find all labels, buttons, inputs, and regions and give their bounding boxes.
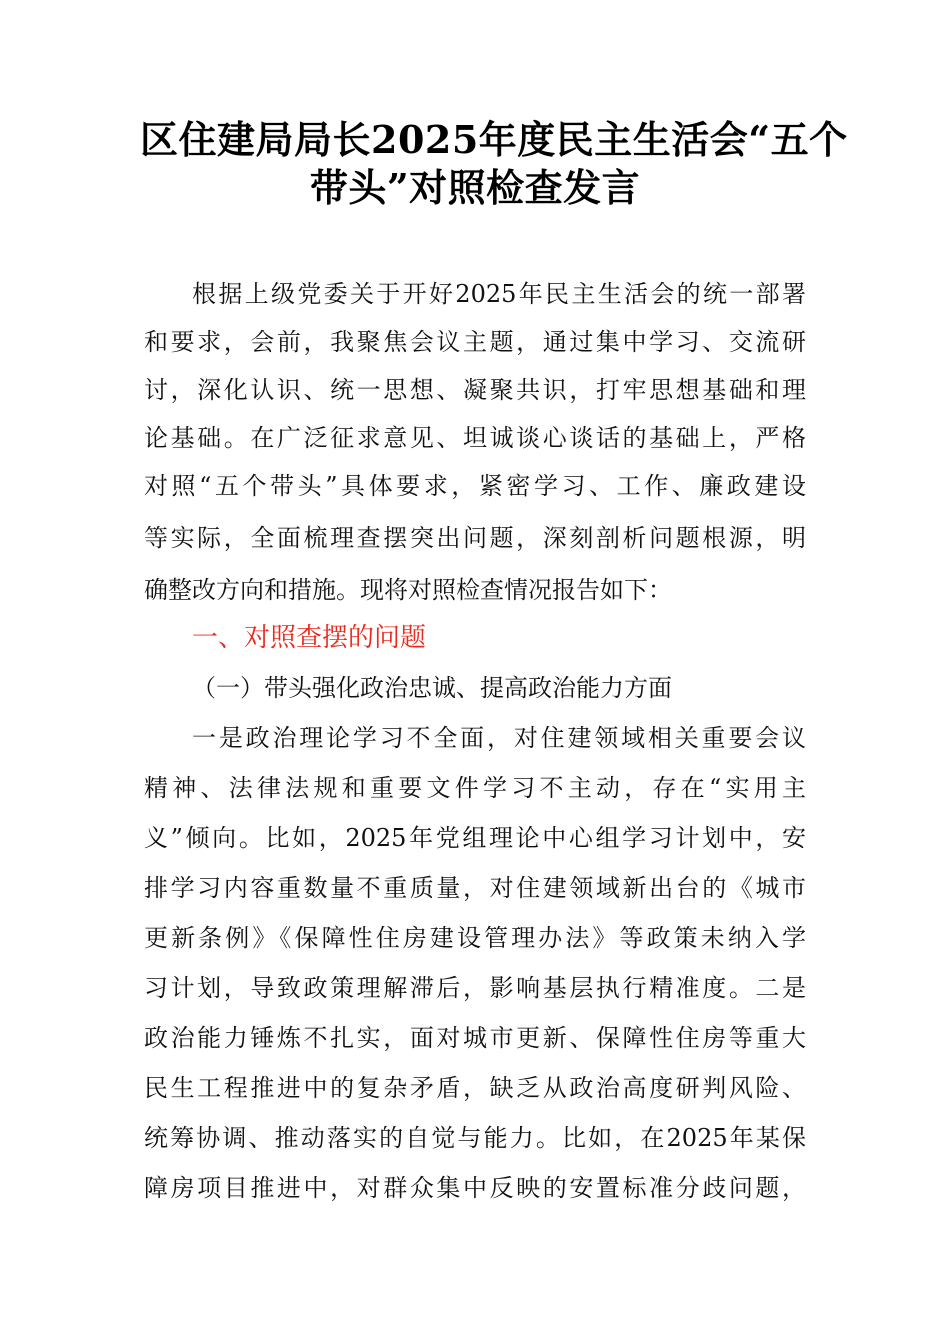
document-title-line-2: 带头”对照检查发言 (309, 165, 641, 210)
body-line: 政治能力锤炼不扎实，面对城市更新、保障性住房等重大 (144, 1024, 806, 1052)
intro-line: 确整改方向和措施。现将对照检查情况报告如下： (144, 576, 672, 604)
section-heading: 一、对照查摆的问题 (192, 623, 427, 653)
intro-line: 和要求，会前，我聚焦会议主题，通过集中学习、交流研 (144, 328, 806, 356)
body-line: 精神、法律法规和重要文件学习不主动，存在“实用主 (144, 774, 806, 802)
intro-line: 等实际，全面梳理查摆突出问题，深刻剖析问题根源，明 (144, 524, 806, 552)
intro-line: 对照“五个带头”具体要求，紧密学习、工作、廉政建设 (144, 472, 806, 500)
body-line: 统筹协调、推动落实的自觉与能力。比如，在2025年某保 (144, 1124, 806, 1152)
body-line: 障房项目推进中，对群众集中反映的安置标准分歧问题， (144, 1174, 806, 1202)
subsection-heading: （一）带头强化政治忠诚、提高政治能力方面 (192, 674, 672, 702)
intro-line: 根据上级党委关于开好2025年民主生活会的统一部署 (192, 280, 806, 308)
body-line: 一是政治理论学习不全面，对住建领域相关重要会议 (192, 724, 806, 752)
body-line: 民生工程推进中的复杂矛盾，缺乏从政治高度研判风险、 (144, 1074, 806, 1102)
body-line: 义”倾向。比如，2025年党组理论中心组学习计划中，安 (144, 824, 806, 852)
body-line: 排学习内容重数量不重质量，对住建领域新出台的《城市 (144, 874, 806, 902)
body-line: 更新条例》《保障性住房建设管理办法》等政策未纳入学 (144, 924, 806, 952)
document-title-line-1: 区住建局局长2025年度民主生活会“五个 (140, 117, 848, 162)
body-line: 习计划，导致政策理解滞后，影响基层执行精准度。二是 (144, 974, 806, 1002)
intro-line: 讨，深化认识、统一思想、凝聚共识，打牢思想基础和理 (144, 376, 806, 404)
intro-line: 论基础。在广泛征求意见、坦诚谈心谈话的基础上，严格 (144, 424, 806, 452)
